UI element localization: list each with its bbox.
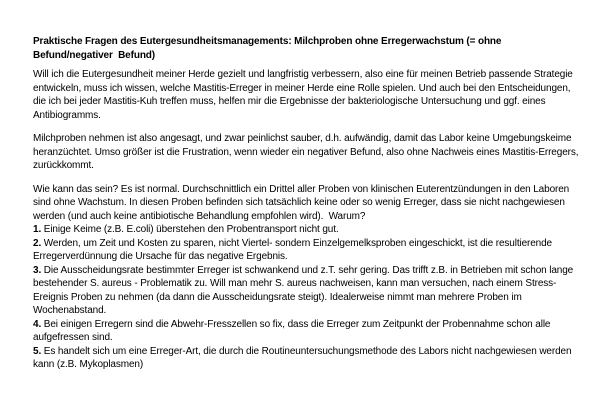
list-item-2-text: Werden, um Zeit und Kosten zu sparen, nicht Viertel- sondern Einzelgemelksproben eingeschickt, ist die resultierende Erregerverdünnung die Ursache für das negative Ergebnis. xyxy=(33,237,555,262)
paragraph-why-no-growth: Wie kann das sein? Es ist normal. Durchschnittlich ein Drittel aller Proben von klinischen Euterentzündungen in den Laboren sind ohne Wachstum. In diesen Proben befinden sich tatsächlich keine oder so wenig Erreger, dass sie nicht nachgewiesen werden (und auch keine antibiotische Behandlung empfohlen wird). Warum? xyxy=(33,183,572,222)
list-item-1-number: 1. xyxy=(33,224,42,235)
document-title: Praktische Fragen des Eutergesundheitsmanagements: Milchproben ohne Erregerwachstum (= ohne Befund/negativer Befund) xyxy=(33,36,505,61)
list-item-4-text: Bei einigen Erregern sind die Abwehr-Fresszellen so fix, dass die Erreger zum Zeitpunkt der Probennahme schon alle aufgefressen sind. xyxy=(33,318,554,343)
list-item-1 xyxy=(33,223,582,237)
list-item-5-text: Es handelt sich um eine Erreger-Art, die durch die Routineuntersuchungsmethode des Labors nicht nachgewiesen werden kann (z.B. Mykoplasmen) xyxy=(33,345,575,370)
list-item-3 xyxy=(33,264,582,318)
list-item-5-number: 5. xyxy=(33,345,42,357)
list-item-5 xyxy=(33,345,582,372)
list-item-2 xyxy=(33,237,582,264)
list-item-3-number: 3. xyxy=(33,264,42,276)
list-item-4-number: 4. xyxy=(33,318,42,330)
numbered-list xyxy=(33,223,582,372)
paragraph-strategy-intro: Will ich die Eutergesundheit meiner Herde gezielt und langfristig verbessern, also eine für meinen Betrieb passende Strategie entwickeln, muss ich wissen, welche Mastitis-Erreger in meiner Herde eine Rolle spielen. Und auch bei den Entscheidungen, die ich bei jeder Mastitis-Kuh treffen muss, helfen mir die Ergebnisse der bakteriologische Untersuchung und ggf. eines Antibiogramms. xyxy=(33,69,576,121)
list-item-1-text: Einige Keime (z.B. E.coli) überstehen den Probentransport nicht gut. xyxy=(43,224,339,235)
paragraph-milk-sampling: Milchproben nehmen ist also angesagt, und zwar peinlichst sauber, d.h. aufwändig, damit das Labor keine Umgebungskeime heranzüchtet. Umso größer ist die Frustration, wenn wieder ein negativer Befund, also ohne Nachweis eines Mastitis-Erregers, zurückkommt. xyxy=(33,133,582,171)
list-item-3-text: Die Ausscheidungsrate bestimmter Erreger ist schwankend und z.T. sehr gering. Das trifft z.B. in Betrieben mit schon lange bestehender S. aureus - Problematik zu. Will man mehr S. aureus nachweisen, kann man versuchen, nach einem Stress- Ereignis Proben zu nehmen (da dann die Ausscheidungsrate steigt). Idealerweise nimmt man mehrere Proben im Wochenabstand. xyxy=(33,264,576,316)
list-item-4 xyxy=(33,318,582,345)
list-item-2-number: 2. xyxy=(33,237,42,249)
